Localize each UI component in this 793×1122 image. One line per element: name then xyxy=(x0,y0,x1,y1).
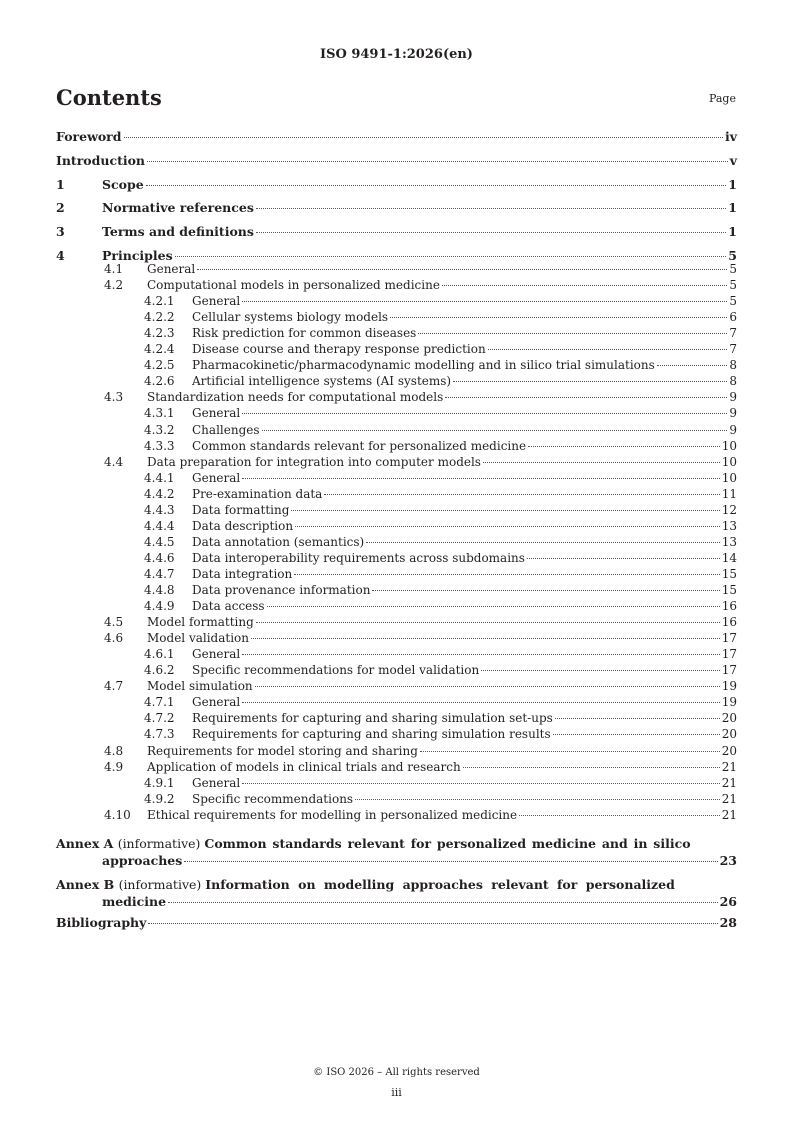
leader-dots xyxy=(355,799,720,800)
toc-entry-title: Standardization needs for computational models xyxy=(147,390,444,405)
toc-entry-page: 10 xyxy=(721,438,737,453)
toc-entry-page: 5 xyxy=(729,294,737,309)
leader-dots xyxy=(295,526,720,527)
toc-entry-number: 4.4.5 xyxy=(144,534,175,549)
toc-entry[interactable] xyxy=(56,679,737,693)
toc-entry[interactable] xyxy=(56,326,737,340)
toc-entry-page: 14 xyxy=(721,550,737,565)
toc-entry[interactable] xyxy=(56,153,737,168)
leader-dots xyxy=(267,606,720,607)
toc-entry-title: Data access xyxy=(192,599,265,614)
toc-entry[interactable] xyxy=(56,294,737,308)
toc-entry[interactable] xyxy=(56,177,737,192)
toc-entry-title: Model simulation xyxy=(147,679,253,694)
toc-entry-number: 4.9 xyxy=(104,759,124,774)
toc-entry-page: 8 xyxy=(729,358,737,373)
toc-entry-page: 8 xyxy=(729,374,737,389)
toc-entry-title: Artificial intelligence systems (AI systems) xyxy=(192,374,452,389)
toc-entry[interactable] xyxy=(56,551,737,565)
toc-entry[interactable] xyxy=(56,455,737,469)
toc-entry[interactable] xyxy=(56,374,737,388)
leader-dots xyxy=(463,767,720,768)
annex-page: 23 xyxy=(719,853,737,868)
toc-entry-page: 13 xyxy=(721,534,737,549)
toc-entry-title: General xyxy=(192,294,241,309)
toc-entry-title: Common standards relevant for personalized medicine xyxy=(192,438,527,453)
leader-dots xyxy=(242,654,719,655)
copyright-notice: © ISO 2026 – All rights reserved xyxy=(313,1067,480,1078)
toc-entry[interactable] xyxy=(56,487,737,501)
leader-dots xyxy=(184,861,717,862)
toc-entry[interactable] xyxy=(56,808,737,822)
leader-dots xyxy=(488,349,728,350)
toc-entry-page: 20 xyxy=(721,727,737,742)
toc-entry[interactable] xyxy=(56,471,737,485)
toc-entry-page: 11 xyxy=(721,486,737,501)
leader-dots xyxy=(294,574,719,575)
toc-entry-title: Challenges xyxy=(192,422,260,437)
toc-annex-entry[interactable] xyxy=(56,877,737,909)
toc-entry-page: 17 xyxy=(721,663,737,678)
toc-entry-title: General xyxy=(192,647,241,662)
leader-dots xyxy=(262,430,728,431)
toc-annex-entry[interactable] xyxy=(56,836,737,868)
document-id-header: ISO 9491-1:2026(en) xyxy=(320,47,473,62)
toc-entry-page: 19 xyxy=(721,679,737,694)
toc-entry-page: 16 xyxy=(721,599,737,614)
toc-entry[interactable] xyxy=(56,262,737,276)
leader-dots xyxy=(291,510,719,511)
toc-entry[interactable] xyxy=(56,583,737,597)
toc-entry-page: 10 xyxy=(721,454,737,469)
leader-dots xyxy=(519,815,720,816)
toc-entry[interactable] xyxy=(56,599,737,613)
toc-entry-page: 13 xyxy=(721,518,737,533)
toc-entry[interactable] xyxy=(56,519,737,533)
toc-entry-number: 4.4.9 xyxy=(144,599,175,614)
toc-entry[interactable] xyxy=(56,390,737,404)
toc-entry-number: 4.6.2 xyxy=(144,663,175,678)
toc-entry-number: 4.2.4 xyxy=(144,342,175,357)
toc-entry-page: 5 xyxy=(728,248,737,263)
toc-entry-title: Data interoperability requirements across subdomains xyxy=(192,550,525,565)
leader-dots xyxy=(242,702,719,703)
toc-entry-title: Foreword xyxy=(56,129,122,144)
leader-dots xyxy=(528,446,720,447)
toc-entry-page: 21 xyxy=(721,759,737,774)
annex-kind: (informative) xyxy=(117,836,205,851)
leader-dots xyxy=(256,208,726,209)
toc-entry-title: Data preparation for integration into computer models xyxy=(147,454,481,469)
toc-entry-title: Data description xyxy=(192,518,294,533)
leader-dots xyxy=(242,413,727,414)
toc-entry-page: 1 xyxy=(728,176,737,192)
toc-entry-page: 9 xyxy=(729,422,737,437)
toc-entry-title: Data annotation (semantics) xyxy=(192,534,365,549)
leader-dots xyxy=(445,397,727,398)
toc-entry-page: 5 xyxy=(729,262,737,276)
toc-entry[interactable] xyxy=(56,663,737,677)
toc-entry-page: 28 xyxy=(719,915,737,930)
toc-entry[interactable] xyxy=(56,129,737,144)
toc-entry-title: Requirements for model storing and sharing xyxy=(147,743,418,758)
toc-entry-number: 4.9.2 xyxy=(144,791,175,806)
toc-entry-number: 4.4.2 xyxy=(144,486,175,501)
toc-entry-number: 4.4.8 xyxy=(144,583,175,597)
leader-dots xyxy=(197,269,727,270)
toc-entry-title: Ethical requirements for modelling in personalized medicine xyxy=(147,807,518,822)
toc-entry[interactable] xyxy=(56,439,737,453)
toc-entry-number: 4.7.1 xyxy=(144,695,175,710)
toc-entry[interactable] xyxy=(56,711,737,725)
toc-entry-number: 4.10 xyxy=(104,807,131,822)
toc-entry-number: 4 xyxy=(56,248,65,263)
toc-entry-page: 12 xyxy=(721,502,737,517)
leader-dots xyxy=(390,317,727,318)
toc-entry-page: 15 xyxy=(721,583,737,597)
toc-entry-page: 6 xyxy=(729,310,737,325)
toc-entry-page: 1 xyxy=(728,200,737,216)
toc-entry-number: 4.4.3 xyxy=(144,502,175,517)
toc-entry[interactable] xyxy=(56,503,737,517)
leader-dots xyxy=(242,301,727,302)
toc-entry[interactable] xyxy=(56,567,737,581)
leader-dots xyxy=(168,902,718,903)
toc-entry-number: 4.1 xyxy=(104,262,124,276)
toc-entry-number: 4.3 xyxy=(104,390,124,405)
toc-entry-title: Data formatting xyxy=(192,502,290,517)
leader-dots xyxy=(553,734,720,735)
toc-entry[interactable] xyxy=(56,535,737,549)
toc-entry-number: 4.4 xyxy=(104,454,124,469)
leader-dots xyxy=(251,638,720,639)
toc-entry-page: 5 xyxy=(729,278,737,293)
toc-entry-page: 9 xyxy=(729,406,737,421)
toc-entry-page: 20 xyxy=(721,711,737,726)
toc-entry-page: 19 xyxy=(721,695,737,710)
toc-entry-number: 1 xyxy=(56,176,65,192)
toc-entry-number: 4.6.1 xyxy=(144,647,175,662)
leader-dots xyxy=(242,478,719,479)
toc-entry[interactable] xyxy=(56,760,737,774)
toc-entry-number: 4.4.1 xyxy=(144,470,175,485)
toc-entry[interactable] xyxy=(56,744,737,758)
toc-entry-number: 4.3.2 xyxy=(144,422,175,437)
annex-page: 26 xyxy=(719,894,737,909)
toc-entry-number: 4.4.6 xyxy=(144,550,175,565)
toc-entry-title: Pharmacokinetic/pharmacodynamic modelling and in silico trial simulations xyxy=(192,358,655,373)
toc-entry-title: Computational models in personalized medicine xyxy=(147,278,440,293)
toc-entry-title: General xyxy=(192,406,241,421)
leader-dots xyxy=(483,462,720,463)
toc-entry-title: Introduction xyxy=(56,152,146,168)
toc-entry-number: 4.2.3 xyxy=(144,326,175,341)
toc-entry-page: 21 xyxy=(721,807,737,822)
annex-label: Annex A xyxy=(56,836,118,851)
leader-dots xyxy=(442,285,727,286)
leader-dots xyxy=(146,185,727,186)
leader-dots xyxy=(453,381,727,382)
toc-entry[interactable] xyxy=(56,423,737,437)
leader-dots xyxy=(657,365,728,366)
toc-entry[interactable] xyxy=(56,358,737,372)
page-number: iii xyxy=(391,1086,402,1099)
leader-dots xyxy=(256,622,720,623)
toc-entry-title: Specific recommendations xyxy=(192,791,354,806)
toc-entry-title: Bibliography xyxy=(56,915,147,930)
toc-entry-number: 4.7.3 xyxy=(144,727,175,742)
toc-entry-title: Requirements for capturing and sharing simulation set-ups xyxy=(192,711,553,726)
toc-entry[interactable] xyxy=(56,792,737,806)
leader-dots xyxy=(242,783,719,784)
toc-entry[interactable] xyxy=(56,224,737,239)
leader-dots xyxy=(527,558,720,559)
toc-entry[interactable] xyxy=(56,727,737,741)
toc-entry-title: Data provenance information xyxy=(192,583,371,597)
toc-entry[interactable] xyxy=(56,310,737,324)
toc-entry-number: 4.8 xyxy=(104,743,124,758)
annex-title: Information on modelling approaches relevant for personalized xyxy=(205,877,675,892)
toc-entry[interactable] xyxy=(56,615,737,629)
toc-entry-number: 4.2.6 xyxy=(144,374,175,389)
toc-entry-page: 15 xyxy=(721,566,737,581)
toc-entry-number: 4.7 xyxy=(104,679,124,694)
toc-entry[interactable] xyxy=(56,695,737,709)
toc-entry-title: Requirements for capturing and sharing simulation results xyxy=(192,727,551,742)
toc-entry-page: 17 xyxy=(721,631,737,646)
leader-dots xyxy=(420,751,720,752)
leader-dots xyxy=(555,718,720,719)
toc-entry-page: v xyxy=(729,152,737,168)
leader-dots xyxy=(175,256,727,257)
toc-entry-title: General xyxy=(192,470,241,485)
toc-entry-title: Normative references xyxy=(102,200,254,216)
toc-entry-page: 7 xyxy=(729,342,737,357)
toc-entry-number: 4.9.1 xyxy=(144,775,175,790)
annex-label: Annex B xyxy=(56,877,119,892)
leader-dots xyxy=(366,542,719,543)
toc-entry-page: 1 xyxy=(728,224,737,240)
toc-entry-page: 10 xyxy=(721,470,737,485)
toc-entry-title: General xyxy=(192,695,241,710)
toc-entry-title: Data integration xyxy=(192,566,293,581)
toc-entry-number: 4.2.5 xyxy=(144,358,175,373)
leader-dots xyxy=(124,137,723,138)
toc-bibliography-entry[interactable] xyxy=(56,915,737,930)
toc-entry[interactable] xyxy=(56,248,737,263)
toc-entry-page: iv xyxy=(724,129,737,144)
toc-entry-title: Disease course and therapy response prediction xyxy=(192,342,486,357)
contents-title: Contents xyxy=(56,85,162,110)
toc-entry-title: Model formatting xyxy=(147,615,254,630)
toc-entry[interactable] xyxy=(56,278,737,292)
toc-entry-page: 21 xyxy=(721,775,737,790)
leader-dots xyxy=(147,161,728,162)
page-column-label: Page xyxy=(708,92,736,105)
leader-dots xyxy=(256,232,726,233)
toc-entry-page: 7 xyxy=(729,326,737,341)
toc-entry-title: Model validation xyxy=(147,631,250,646)
toc-entry-title: Principles xyxy=(102,248,173,263)
toc-entry[interactable] xyxy=(56,200,737,215)
toc-entry-page: 21 xyxy=(721,791,737,806)
leader-dots xyxy=(255,686,720,687)
toc-entry-number: 4.4.7 xyxy=(144,566,175,581)
toc-entry-title: Cellular systems biology models xyxy=(192,310,389,325)
leader-dots xyxy=(418,333,727,334)
toc-entry-title: Risk prediction for common diseases xyxy=(192,326,417,341)
toc-entry[interactable] xyxy=(56,631,737,645)
leader-dots xyxy=(372,590,719,591)
toc-entry-number: 4.7.2 xyxy=(144,711,175,726)
toc-entry-title: Pre-examination data xyxy=(192,486,323,501)
toc-entry-page: 16 xyxy=(721,615,737,630)
leader-dots xyxy=(148,923,717,924)
toc-entry-number: 2 xyxy=(56,200,65,216)
leader-dots xyxy=(324,494,719,495)
toc-entry-number: 4.2 xyxy=(104,278,124,293)
annex-title-continued: medicine xyxy=(102,894,167,909)
toc-entry-number: 4.5 xyxy=(104,615,124,630)
toc-entry-title: Specific recommendations for model validation xyxy=(192,663,480,678)
toc-entry[interactable] xyxy=(56,342,737,356)
toc-entry-page: 20 xyxy=(721,743,737,758)
toc-entry-number: 4.3.3 xyxy=(144,438,175,453)
leader-dots xyxy=(481,670,720,671)
toc-entry-title: General xyxy=(192,775,241,790)
toc-entry[interactable] xyxy=(56,406,737,420)
toc-entry-number: 4.2.1 xyxy=(144,294,175,309)
toc-entry-page: 17 xyxy=(721,647,737,662)
annex-title-continued: approaches xyxy=(102,853,183,868)
toc-entry[interactable] xyxy=(56,647,737,661)
toc-entry-title: Terms and definitions xyxy=(102,224,254,240)
toc-entry-title: Application of models in clinical trials and research xyxy=(147,759,461,774)
toc-entry-number: 3 xyxy=(56,224,65,240)
toc-entry-number: 4.2.2 xyxy=(144,310,175,325)
toc-entry-title: General xyxy=(147,262,196,276)
annex-kind: (informative) xyxy=(118,877,206,892)
toc-entry-number: 4.6 xyxy=(104,631,124,646)
annex-title: Common standards relevant for personalized medicine and in silico xyxy=(204,836,691,851)
toc-entry-page: 9 xyxy=(729,390,737,405)
toc-entry[interactable] xyxy=(56,776,737,790)
toc-entry-number: 4.4.4 xyxy=(144,518,175,533)
toc-entry-title: Scope xyxy=(102,176,144,192)
toc-entry-number: 4.3.1 xyxy=(144,406,175,421)
